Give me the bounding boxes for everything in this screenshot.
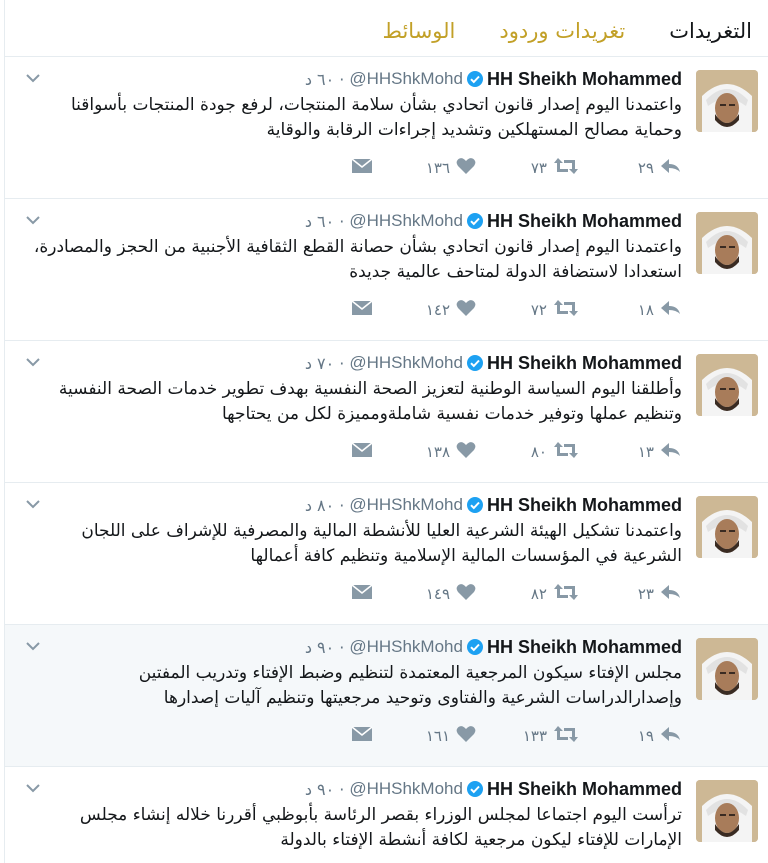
reply-button[interactable] [579,583,682,605]
retweet-count: ٨٠ [530,443,547,461]
heart-icon [456,299,476,321]
verified-icon [466,212,484,230]
retweet-count: ٧٢ [530,301,547,319]
author-handle[interactable]: @HHShkMohd [349,69,463,88]
reply-count: ٢٩ [637,159,654,177]
reply-button[interactable] [579,441,682,463]
tweet-header [305,493,682,517]
direct-message-button[interactable] [343,300,373,320]
tweet-text: واعتمدنا اليوم إصدار قانون اتحادي بشأن سلامة المنتجات، لرفع جودة المنتجات بأسواقنا وحماية مصالح المستهلكين وتشديد إجراءات الرقابة والوقاية [70,95,682,140]
tweet-text: واعتمدنا تشكيل الهيئة الشرعية العليا للأنشطة المالية والمصرفية للإشراف على اللجان الشرعية في المؤسسات المالية الإسلامية وتنظيم كافة أعمالها [81,521,682,566]
direct-message-button[interactable] [343,726,373,746]
reply-icon [660,583,682,605]
like-button[interactable] [373,441,476,463]
direct-message-button[interactable] [343,584,373,604]
retweet-icon [553,725,579,747]
tweet-header [305,777,682,801]
like-button[interactable] [373,157,476,179]
tab-tweets-and-replies[interactable]: تغريدات وردود [499,19,626,43]
author-handle[interactable]: @HHShkMohd [349,211,463,230]
tweet-actions [343,299,682,321]
reply-icon [660,441,682,463]
retweet-button[interactable] [476,299,579,321]
direct-message-button[interactable] [343,158,373,178]
tweet-time[interactable]: ٩٠ د [304,637,335,657]
chevron-down-icon[interactable] [25,779,41,791]
like-count: ١٣٨ [425,443,450,461]
author-name[interactable]: HH Sheikh Mohammed [486,210,682,231]
tweet-header [305,209,682,233]
chevron-down-icon[interactable] [25,637,41,649]
heart-icon [456,583,476,605]
tweet-actions [343,157,682,179]
tweet-text: وأطلقنا اليوم السياسة الوطنية لتعزيز الصحة النفسية بهدف تطوير خدمات الصحة النفسية وتنظيم عملها وتوفير خدمات نفسية شاملةومميزة لكل من يحتاجها [58,379,682,424]
author-handle[interactable]: @HHShkMohd [349,779,463,798]
tweet-actions [343,583,682,605]
retweet-icon [553,299,579,321]
like-button[interactable] [373,583,476,605]
tweet[interactable] [5,483,768,625]
tab-media[interactable]: الوسائط [382,19,456,43]
tweet-header [305,635,682,659]
verified-icon [466,780,484,798]
retweet-button[interactable] [476,583,579,605]
tweet-time[interactable]: ٧٠ د [304,353,335,373]
verified-icon [466,638,484,656]
tweet-text: مجلس الإفتاء سيكون المرجعية المعتمدة لتنظيم وضبط الإفتاء وتدريب المفتين وإصدارالدراسات الشرعية والفتاوى وتوحيد مرجعيتها وتنظيم آليات إصدارها [138,663,682,708]
author-name[interactable]: HH Sheikh Mohammed [486,68,682,89]
tab-tweets[interactable]: التغريدات [669,19,752,43]
tweet-actions [343,441,682,463]
author-handle[interactable]: @HHShkMohd [349,353,463,372]
envelope-icon [351,300,373,320]
verified-icon [466,496,484,514]
retweet-count: ٧٣ [530,159,547,177]
retweet-icon [553,157,579,179]
retweet-button[interactable] [476,441,579,463]
separator-dot: · [339,211,345,231]
separator-dot: · [339,779,345,799]
reply-icon [660,157,682,179]
like-count: ١٤٢ [425,301,450,319]
author-name[interactable]: HH Sheikh Mohammed [486,494,682,515]
profile-tabs [5,0,768,57]
like-button[interactable] [373,299,476,321]
separator-dot: · [339,637,345,657]
tweet-header [305,351,682,375]
tweet-actions [343,725,682,747]
chevron-down-icon[interactable] [25,353,41,365]
retweet-button[interactable] [476,157,579,179]
reply-button[interactable] [579,157,682,179]
tweet[interactable] [5,625,768,767]
tweet-time[interactable]: ٩٠ د [304,779,335,799]
avatar[interactable] [696,496,758,558]
tweet[interactable] [5,767,768,863]
separator-dot: · [339,69,345,89]
separator-dot: · [339,353,345,373]
author-handle[interactable]: @HHShkMohd [349,495,463,514]
envelope-icon [351,442,373,462]
direct-message-button[interactable] [343,442,373,462]
like-count: ١٤٩ [425,585,450,603]
retweet-icon [553,441,579,463]
reply-button[interactable] [579,725,682,747]
verified-icon [466,354,484,372]
tweet[interactable] [5,199,768,341]
reply-icon [660,299,682,321]
tweet[interactable] [5,57,768,199]
avatar[interactable] [696,70,758,132]
tweet-time[interactable]: ٨٠ د [304,495,335,515]
chevron-down-icon[interactable] [25,495,41,507]
like-count: ١٣٦ [425,159,450,177]
heart-icon [456,157,476,179]
envelope-icon [351,158,373,178]
timeline-panel [4,0,768,863]
like-button[interactable] [373,725,476,747]
retweet-count: ٨٢ [530,585,547,603]
heart-icon [456,441,476,463]
verified-icon [466,70,484,88]
author-name[interactable]: HH Sheikh Mohammed [486,636,682,657]
reply-count: ١٨ [637,301,654,319]
retweet-count: ١٣٣ [522,727,547,745]
retweet-button[interactable] [476,725,579,747]
envelope-icon [351,584,373,604]
tweet-text: واعتمدنا اليوم إصدار قانون اتحادي بشأن حصانة القطع الثقافية الأجنبية من الحجز والمصادرة، استعدادا لاستضافة الدولة لمتاحف عالمية جديدة [33,237,682,282]
reply-button[interactable] [579,299,682,321]
author-name[interactable]: HH Sheikh Mohammed [486,352,682,373]
retweet-icon [553,583,579,605]
avatar[interactable] [696,780,758,842]
like-count: ١٦١ [425,727,450,745]
reply-count: ١٣ [637,443,654,461]
tweet-list [5,57,768,863]
tweet[interactable] [5,341,768,483]
reply-count: ٢٣ [637,585,654,603]
separator-dot: · [339,495,345,515]
tweet-header [305,67,682,91]
tweet-time[interactable]: ٦٠ د [304,69,335,89]
envelope-icon [351,726,373,746]
author-handle[interactable]: @HHShkMohd [349,637,463,656]
avatar[interactable] [696,354,758,416]
reply-icon [660,725,682,747]
tweet-text: ترأست اليوم اجتماعا لمجلس الوزراء بقصر الرئاسة بأبوظبي أقررنا خلاله إنشاء مجلس الإمارات للإفتاء ليكون مرجعية لكافة أنشطة الإفتاء بالدولة [79,805,682,850]
reply-count: ١٩ [637,727,654,745]
avatar[interactable] [696,638,758,700]
chevron-down-icon[interactable] [25,211,41,223]
heart-icon [456,725,476,747]
avatar[interactable] [696,212,758,274]
author-name[interactable]: HH Sheikh Mohammed [486,778,682,799]
chevron-down-icon[interactable] [25,69,41,81]
tweet-time[interactable]: ٦٠ د [304,211,335,231]
